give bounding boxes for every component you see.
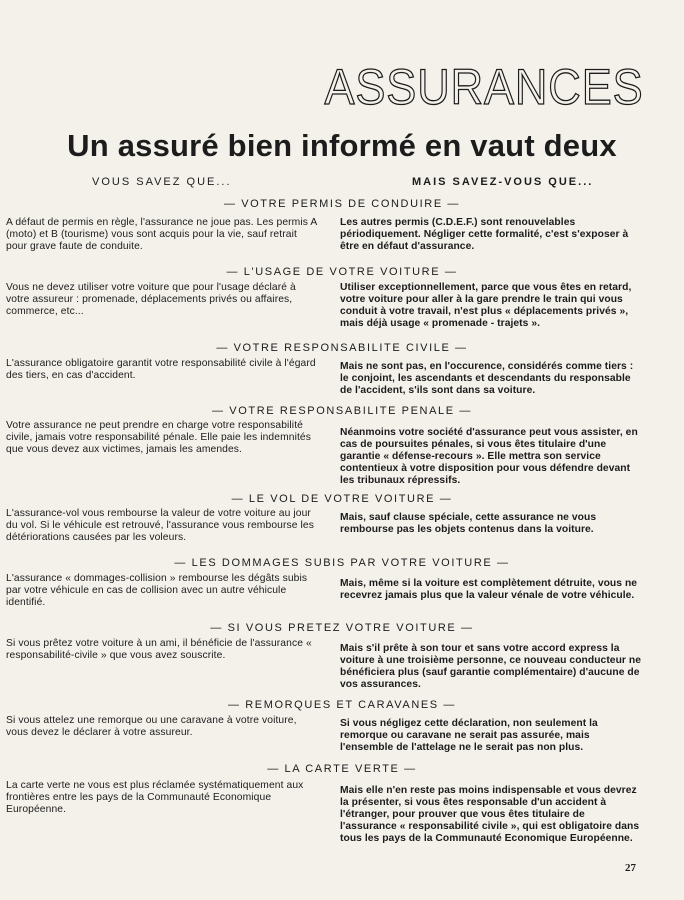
section-title-vol: — LE VOL DE VOTRE VOITURE — [231, 493, 453, 505]
section-title-civile: — VOTRE RESPONSABILITE CIVILE — [216, 342, 468, 354]
section-title-penale: — VOTRE RESPONSABILITE PENALE — [212, 405, 472, 417]
right-text-usage: Utiliser exceptionnellement, parce que vous êtes en retard, votre voiture pour aller à la gare prendre le train qui vous conduit à votre travail, n'est plus « déplacements privés », mais déjà usage « promenade - trajets ». [340, 282, 632, 329]
page-headline: Un assuré bien informé en vaut deux [67, 128, 617, 163]
right-text-carte-verte: Mais elle n'en reste pas moins indispensable et vous devrez la présenter, si vous êtes responsable d'un accident à l'étranger, pour prouver que vous êtes titulaire de l'assurance « responsabilité civile », qui est obligatoire dans tous les pays de la Communauté Economique Européenne. [340, 785, 640, 844]
left-column-heading: VOUS SAVEZ QUE... [92, 176, 232, 188]
right-text-permis: Les autres permis (C.D.E.F.) sont renouvelables périodiquement. Négliger cette formalité, c'est s'exposer à être en défaut d'assurance. [340, 217, 629, 252]
section-title-pret: — SI VOUS PRETEZ VOTRE VOITURE — [210, 622, 474, 634]
page-number: 27 [625, 862, 636, 874]
right-column-heading: MAIS SAVEZ-VOUS QUE... [412, 176, 594, 188]
right-text-dommages: Mais, même si la voiture est complètement détruite, vous ne recevrez jamais plus que la valeur vénale de votre véhicule. [340, 578, 638, 601]
right-text-penale: Néanmoins votre société d'assurance peut vous assister, en cas de poursuites pénales, si vous êtes titulaire d'une garantie « défense-recours ». Elle mettra son service contentieux à votre disposition pour vous défendre devant les tribunaux répressifs. [340, 427, 638, 486]
section-title-usage: — L'USAGE DE VOTRE VOITURE — [226, 266, 458, 278]
left-text-usage: Vous ne devez utiliser votre voiture que pour l'usage déclaré à votre assureur : promenade, déplacements privés ou affaires, commerce, etc... [6, 282, 296, 317]
section-title-permis: — VOTRE PERMIS DE CONDUIRE — [223, 198, 461, 210]
section-title-dommages: — LES DOMMAGES SUBIS PAR VOTRE VOITURE — [174, 557, 510, 569]
section-title-remorques: — REMORQUES ET CARAVANES — [227, 699, 457, 711]
left-text-permis: A défaut de permis en règle, l'assurance ne joue pas. Les permis A (moto) et B (tourisme) vous sont acquis pour la vie, sauf retrait pour grave faute de conduite. [6, 217, 317, 252]
left-text-penale: Votre assurance ne peut prendre en charge votre responsabilité civile, jamais votre responsabilité pénale. Elle paie les indemnités que vous devez aux victimes, jamais les amendes. [6, 420, 311, 455]
left-text-civile: L'assurance obligatoire garantit votre responsabilité civile à l'égard des tiers, en cas d'accident. [6, 358, 316, 381]
section-title-carte-verte: — LA CARTE VERTE — [267, 763, 417, 775]
left-text-vol: L'assurance-vol vous rembourse la valeur de votre voiture au jour du vol. Si le véhicule est retrouvé, l'assurance vous rembourse les détériorations causées par les voleurs. [6, 508, 314, 543]
section-logo: ASSURANCES [324, 59, 644, 115]
right-text-remorques: Si vous négligez cette déclaration, non seulement la remorque ou caravane ne serait pas assurée, mais l'ensemble de l'attelage ne le serait pas non plus. [340, 718, 598, 753]
right-text-pret: Mais s'il prête à son tour et sans votre accord express la voiture à une troisième personne, ce nouveau conducteur ne bénéficiera plus (sauf garantie complémentaire) d'aucune de vos assurances. [340, 643, 642, 690]
left-text-carte-verte: La carte verte ne vous est plus réclamée systématiquement aux frontières entre les pays de la Communauté Economique Européenne. [6, 780, 304, 815]
left-text-remorques: Si vous attelez une remorque ou une caravane à votre voiture, vous devez le déclarer à votre assureur. [6, 715, 297, 738]
left-text-pret: Si vous prêtez votre voiture à un ami, il bénéficie de l'assurance « responsabilité-civile » que vous avez souscrite. [6, 638, 312, 661]
right-text-civile: Mais ne sont pas, en l'occurence, considérés comme tiers : le conjoint, les ascendants et descendants du responsable de l'accident, s'ils sont dans sa voiture. [340, 361, 634, 396]
right-text-vol: Mais, sauf clause spéciale, cette assurance ne vous rembourse pas les objets contenus dans la voiture. [340, 512, 597, 535]
left-text-dommages: L'assurance « dommages-collision » rembourse les dégâts subis par votre véhicule en cas de collision avec un autre véhicule identifié. [6, 573, 308, 608]
